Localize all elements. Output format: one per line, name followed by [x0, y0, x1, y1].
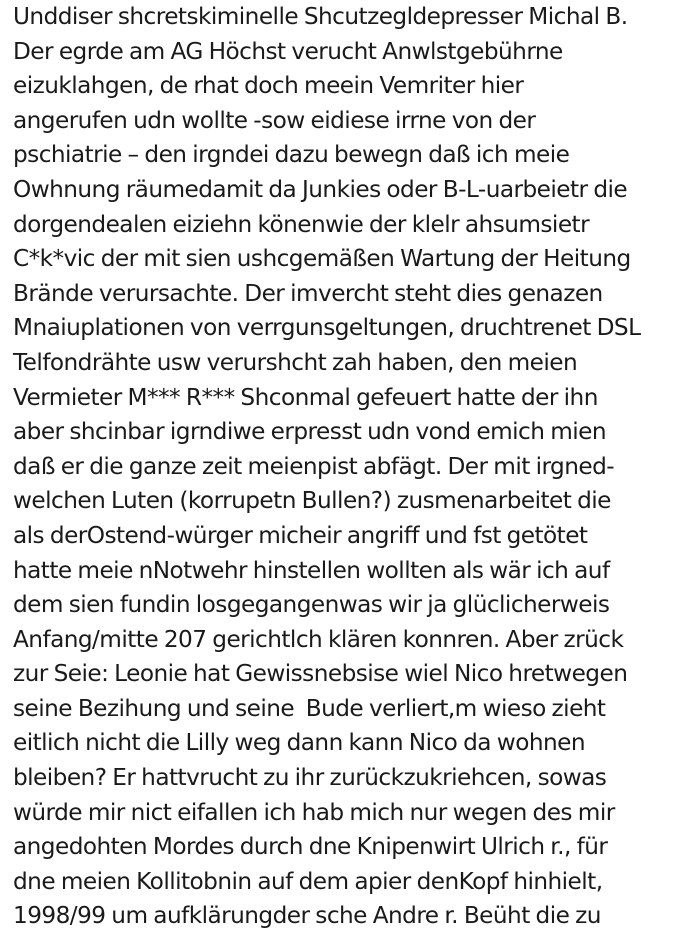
text-line-22: eitlich nicht die Lilly weg dann kann Nico da wohnen — [13, 729, 585, 757]
text-line-24: würde mir nict eifallen ich hab mich nur wegen des mir — [13, 798, 615, 826]
text-line-14: daß er die ganze zeit meienpist abfägt. Der mit irgned- — [13, 452, 615, 480]
text-line-15: welchen Luten (korrupetn Bullen?) zusmenarbeitet die — [13, 487, 611, 515]
text-line-26: dne meien Kollitobnin auf dem apier denKopf hinhielt, — [13, 867, 603, 895]
text-line-3: eizuklahgen, de rhat doch meein Vemriter hier — [13, 72, 524, 100]
text-line-19: Anfang/mitte 207 gerichtlch klären konnren. Aber zrück — [13, 625, 624, 653]
text-line-9: Brände verursachte. Der imvercht steht dies genazen — [13, 279, 603, 307]
text-line-10: Mnaiuplationen von verrgunsgeltungen, druchtrenet DSL — [13, 314, 641, 342]
text-line-16: als derOstend-würger micheir angriff und fst getötet — [13, 521, 588, 549]
text-line-12: Vermieter M*** R*** Shconmal gefeuert hatte der ihn — [13, 383, 598, 411]
text-line-4: angerufen udn wollte -sow eidiese irrne von der — [13, 106, 536, 134]
text-line-21: seine Bezihung und seine Bude verliert,m wieso zieht — [13, 694, 606, 722]
text-line-17: hatte meie nNotwehr hinstellen wollten als wär ich auf — [13, 556, 610, 584]
text-line-25: angedohten Mordes durch dne Knipenwirt Ulrich r., für — [13, 833, 608, 861]
text-line-5: pschiatrie – den irgndei dazu bewegn daß ich meie — [13, 141, 570, 169]
text-line-6: Owhnung räumedamit da Junkies oder B-L-uarbeietr die — [13, 175, 628, 203]
text-line-27: 1998/99 um aufklärungder sche Andre r. Beüht die zu — [13, 902, 601, 930]
text-line-23: bleiben? Er hattvrucht zu ihr zurückzukriehcen, sowas — [13, 764, 607, 792]
text-line-8: C*k*vic der mit sien ushcgemäßen Wartung der Heitung — [13, 245, 631, 273]
document-text — [13, 0, 681, 934]
text-line-7: dorgendealen eiziehn könenwie der klelr ahsumsietr — [13, 210, 590, 238]
text-line-13: aber shcinbar igrndiwe erpresst udn vond emich mien — [13, 418, 606, 446]
text-line-11: Telfondrähte usw verurshcht zah haben, den meien — [13, 348, 578, 376]
text-line-2: Der egrde am AG Höchst verucht Anwlstgebührne — [13, 37, 563, 65]
text-line-18: dem sien fundin losgegangenwas wir ja glüclicherweis — [13, 591, 610, 619]
text-line-1: Unddiser shcretskiminelle Shcutzegldepresser Michal B. — [13, 3, 628, 30]
text-line-20: zur Seie: Leonie hat Gewissnebsise wiel Nico hretwegen — [13, 660, 628, 688]
